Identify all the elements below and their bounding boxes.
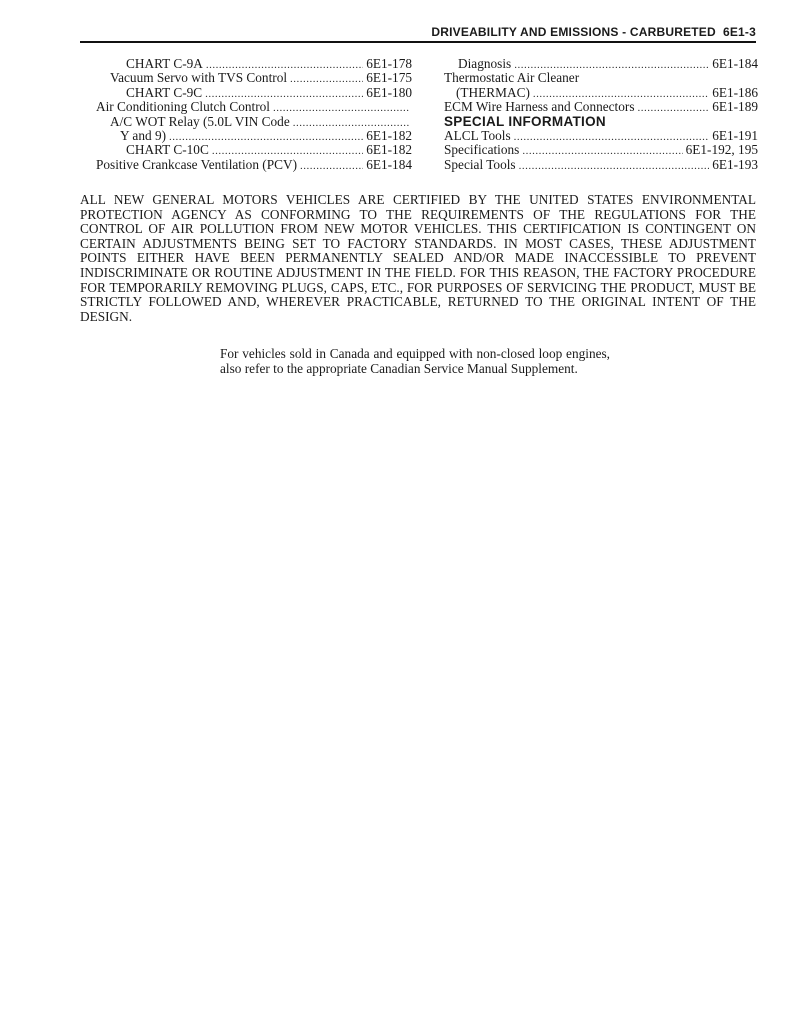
toc-entry-label: Specifications: [444, 142, 520, 158]
toc-entry-page: 6E1-182: [366, 142, 412, 158]
toc-entry: [96, 100, 412, 114]
toc-entry-page: 6E1-186: [712, 84, 758, 100]
toc-entry-label: ECM Wire Harness and Connectors: [444, 99, 635, 115]
toc-entry: [444, 143, 758, 157]
toc-leader-dots: [290, 72, 363, 86]
toc-leader-dots: [522, 144, 682, 158]
toc-entry-page: 6E1-178: [366, 56, 412, 71]
toc-entry: [96, 86, 412, 100]
toc-entry: [444, 158, 758, 172]
header-page-number: 6E1-3: [722, 25, 756, 39]
toc-entry-page: 6E1-184: [366, 156, 412, 172]
toc-section-heading: [444, 115, 758, 129]
toc-entry-label: (THERMAC): [456, 84, 530, 100]
toc-entry: [96, 129, 412, 143]
toc-entry-label: SPECIAL INFORMATION: [444, 113, 606, 129]
toc-leader-dots: [519, 159, 710, 173]
toc-entry-label: Thermostatic Air Cleaner: [444, 70, 580, 86]
toc-leader-dots: [514, 130, 710, 144]
toc-entry-label: ALCL Tools: [444, 127, 511, 143]
toc-entry-page: 6E1-182: [366, 127, 412, 143]
canada-service-note: For vehicles sold in Canada and equipped with non-closed loop engines, also refer to the appropriate Canadian Service Manual Supplement.: [220, 346, 610, 376]
toc-entry: [444, 86, 758, 100]
toc-entry: [96, 158, 412, 172]
toc-entry: [444, 100, 758, 114]
toc-entry: [444, 71, 758, 85]
toc-entry-page: 6E1-189: [712, 99, 758, 115]
toc-entry-label: Vacuum Servo with TVS Control: [110, 70, 288, 86]
toc-entry: [444, 57, 758, 71]
toc-left-column: [96, 57, 412, 172]
toc-entry-label: Air Conditioning Clutch Control: [96, 99, 270, 115]
toc-entry: [96, 115, 412, 129]
toc-entry: [444, 129, 758, 143]
toc-entry: [96, 57, 412, 71]
toc-leader-dots: [638, 101, 710, 115]
toc-entry-page: 6E1-192, 195: [685, 142, 758, 158]
toc-entry-page: 6E1-184: [712, 56, 758, 71]
toc-entry-page: 6E1-180: [366, 84, 412, 100]
toc-entry-label: Diagnosis: [458, 56, 512, 71]
header-title: DRIVEABILITY AND EMISSIONS - CARBURETED: [431, 25, 716, 39]
epa-certification-notice: ALL NEW GENERAL MOTORS VEHICLES ARE CERTIFIED BY THE UNITED STATES ENVIRONMENTAL PROTECTION AGENCY AS CONFORMING TO THE REQUIREMENTS OF THE REGULATIONS FOR THE CONTROL OF AIR POLLUTION FROM NEW MOTOR VEHICLES. THIS CERTIFICATION IS CONTINGENT ON CERTAIN ADJUSTMENTS BEING SET TO FACTORY STANDARDS. IN MOST CASES, THESE ADJUSTMENT POINTS EITHER HAVE BEEN PERMANENTLY SEALED AND/OR MADE INACCESSIBLE TO PREVENT INDISCRIMINATE OR ROUTINE ADJUSTMENT IN THE FIELD. FOR THIS REASON, THE FACTORY PROCEDURE FOR TEMPORARILY REMOVING PLUGS, CAPS, ETC., FOR PURPOSES OF SERVICING THE PRODUCT, MUST BE STRICTLY FOLLOWED AND, WHEREVER PRACTICABLE, RETURNED TO THE ORIGINAL INTENT OF THE DESIGN.: [80, 192, 756, 324]
running-header: [80, 25, 756, 39]
toc-entry: [96, 71, 412, 85]
toc-entry-label: CHART C-9C: [126, 84, 203, 100]
toc-entry-label: CHART C-9A: [126, 56, 203, 71]
toc-entry: [96, 143, 412, 157]
toc-entry-page: 6E1-175: [366, 70, 412, 86]
toc-right-column: [444, 57, 758, 172]
toc-entry-page: 6E1-193: [712, 156, 758, 172]
toc-entry-label: CHART C-10C: [126, 142, 209, 158]
toc-entry-label: Special Tools: [444, 156, 516, 172]
toc-entry-label: Positive Crankcase Ventilation (PCV): [96, 156, 298, 172]
toc-leader-dots: [273, 101, 409, 115]
toc-entry-page: 6E1-191: [712, 127, 758, 143]
header-rule: [80, 41, 756, 43]
toc-entry-label: A/C WOT Relay (5.0L VIN Code: [110, 113, 290, 129]
toc-leader-dots: [300, 159, 363, 173]
toc-entry-label: Y and 9): [120, 127, 167, 143]
